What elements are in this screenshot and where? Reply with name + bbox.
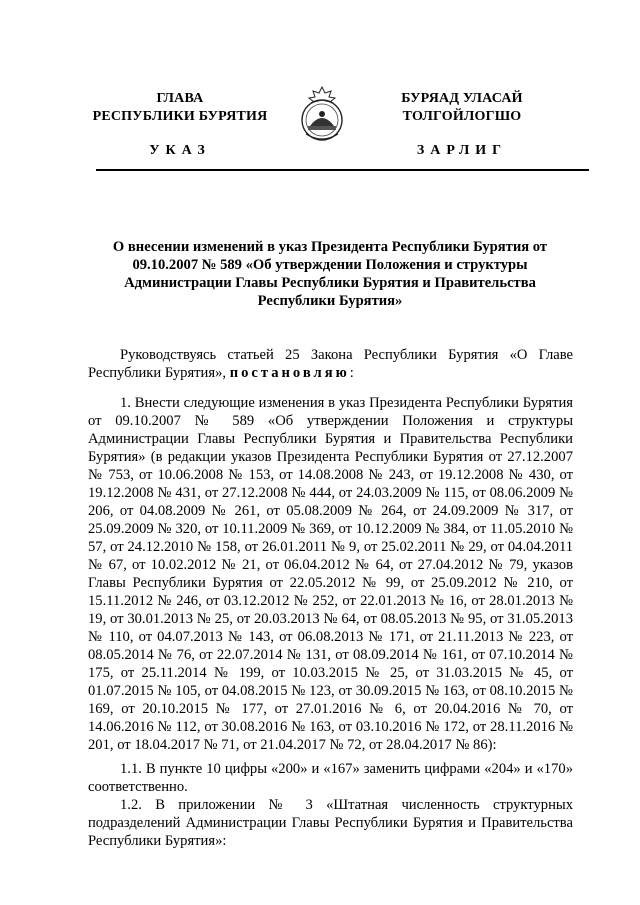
issuer-line1-bua: БУРЯАД УЛАСАЙ — [401, 91, 523, 106]
intro-paragraph — [88, 346, 573, 382]
paragraph-1: 1. Внести следующие изменения в указ Президента Республики Бурятия от 09.10.2007 № 589 «Об утверждении Положения и структуры Администрации Главы Республики Бурятия и Правительства Республики Бурятия» (в редакции указов Президента Республики Бурятия от 27.12.2007 № 753, от 10.06.2008 № 153, от 14.08.2008 № 243, от 19.12.2008 № 430, от 19.12.2008 № 431, от 27.12.2008 № 444, от 24.03.2009 № 115, от 08.06.2009 № 206, от 04.08.2009 № 261, от 05.08.2009 № 264, от 24.09.2009 № 317, от 25.09.2009 № 320, от 10.11.2009 № 369, от 10.12.2009 № 384, от 11.05.2010 № 57, от 24.12.2010 № 158, от 26.01.2011 № 9, от 25.02.2011 № 29, от 04.04.2011 № 67, от 10.02.2012 № 21, от 06.04.2012 № 64, от 27.04.2012 № 79, указов Главы Республики Бурятия от 22.05.2012 № 99, от 25.09.2012 № 210, от 15.11.2012 № 246, от 03.12.2012 № 252, от 22.01.2013 № 16, от 28.01.2013 № 19, от 30.01.2013 № 25, от 20.03.2013 № 64, от 08.05.2013 № 95, от 31.05.2013 № 110, от 04.07.2013 № 143, от 06.08.2013 № 171, от 21.11.2013 № 223, от 08.05.2014 № 76, от 22.07.2014 № 131, от 08.09.2014 № 161, от 07.10.2014 № 175, от 25.11.2014 № 199, от 10.03.2015 № 25, от 31.03.2015 № 45, от 01.07.2015 № 105, от 04.08.2015 № 123, от 30.09.2015 № 163, от 08.10.2015 № 169, от 20.10.2015 № 177, от 27.01.2016 № 6, от 20.04.2016 № 70, от 14.06.2016 № 112, от 30.08.2016 № 163, от 03.10.2016 № 172, от 28.11.2016 № 201, от 18.04.2017 № 71, от 21.04.2017 № 72, от 28.04.2017 № 86): — [88, 395, 573, 753]
intro-text: Руководствуясь статьей 25 Закона Республики Бурятия «О Главе Республики Бурятия», — [88, 347, 573, 381]
issuer-line1: ГЛАВА — [156, 91, 204, 106]
issuer-line2: РЕСПУБЛИКИ БУРЯТИЯ — [92, 109, 268, 124]
issuer-line2-bua: ТОЛГОЙЛОГШО — [402, 109, 522, 124]
header-divider — [96, 169, 589, 171]
issuer-title-ru — [80, 90, 280, 126]
decree-title: О внесении изменений в указ Президента Республики Бурятия от 09.10.2007 № 589 «Об утверждении Положения и структуры Администрации Главы Республики Бурятия и Правительства Республики Бурятия» — [112, 239, 548, 309]
paragraph-1-1: 1.1. В пункте 10 цифры «200» и «167» заменить цифрами «204» и «170» соответственно. — [88, 761, 573, 795]
paragraph-1-2: 1.2. В приложении № 3 «Штатная численность структурных подразделений Администрации Главы Республики Бурятия и Правительства Республики Бурятия»: — [88, 797, 573, 849]
doc-type-bua: ЗАРЛИГ — [416, 143, 508, 158]
republic-emblem-icon — [296, 84, 348, 148]
doc-type-ru: УКАЗ — [149, 143, 211, 158]
issuer-title-bua — [362, 90, 562, 126]
intro-colon: : — [349, 365, 354, 381]
decree-word: постановляю — [229, 365, 350, 381]
